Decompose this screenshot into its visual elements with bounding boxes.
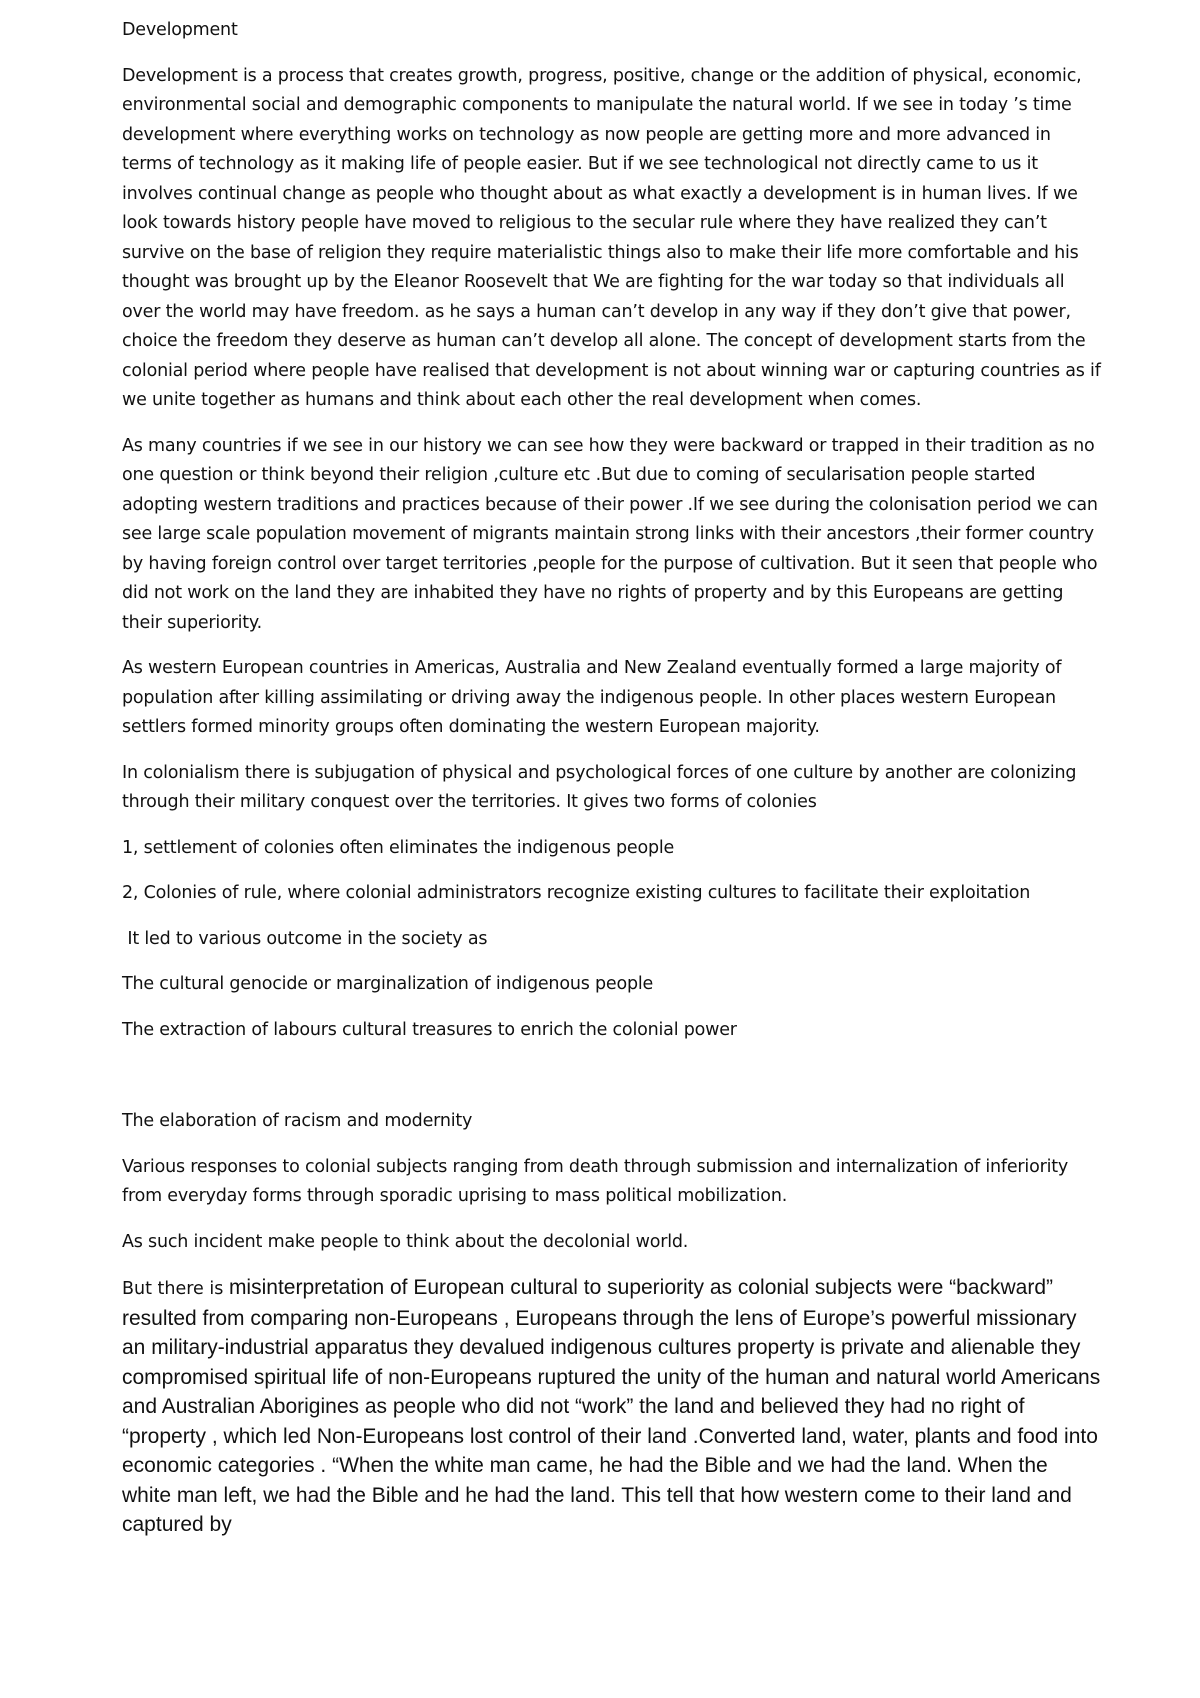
paragraph-decolonial: As such incident make people to think about the decolonial world. [122,1231,689,1252]
list-item-settlement: 1, settlement of colonies often eliminates the indigenous people [122,837,675,858]
paragraph-responses: Various responses to colonial subjects ranging from death through submission and internalization of inferiority from everyday forms through sporadic uprising to mass political mobilization. [122,1156,1069,1206]
document-title: Development [122,20,238,40]
paragraph-western-settlers: As western European countries in Americas, Australia and New Zealand eventually formed a large majority of population after killing assimilating or driving away the indigenous people. In other places western European settlers formed minority groups often dominating the western European majority. [122,658,1062,737]
paragraph-lead: But there is [122,1279,229,1299]
outcome-extraction: The extraction of labours cultural treasures to enrich the colonial power [122,1019,737,1040]
paragraph-colonialism: In colonialism there is subjugation of physical and psychological forces of one culture by another are colonizing through their military conquest over the territories. It gives two forms of colonies [122,762,1077,812]
list-item-rule: 2, Colonies of rule, where colonial administrators recognize existing cultures to facilitate their exploitation [122,883,1031,903]
spacer [122,1061,1102,1107]
paragraph-history-traditions: As many countries if we see in our history we can see how they were backward or trapped in their tradition as no one question or think beyond their religion ,culture etc .But due to coming of secularisation people started adopting western traditions and practices because of their power .If we see during the colonisation period we can see large scale population movement of migrants maintain strong links with their ancestors ,their former country by having foreign control over target territories ,people for the purpose of cultivation. But it seen that people who did not work on the land they are inhabited they have no rights of property and by this Europeans are getting their superiority. [122,435,1098,633]
paragraph-outcome: It led to various outcome in the society as [122,928,488,949]
document-body [122,16,1102,1556]
section-title-racism-modernity: The elaboration of racism and modernity [122,1111,473,1131]
paragraph-misinterpretation [122,1273,1102,1540]
outcome-genocide: The cultural genocide or marginalization of indigenous people [122,974,654,994]
paragraph-body: misinterpretation of European cultural to superiority as colonial subjects were “backward” resulted from comparing non-Europeans , Europeans through the lens of Europe’s powerful missionary an military-industrial apparatus they devalued indigenous cultures property is private and alienable they compromised spiritual life of non-Europeans ruptured the unity of the human and natural world Americans and Australian Aborigines as people who did not “work” the land and believed they had no right of “property , which led Non-Europeans lost control of their land .Converted land, water, plants and food into economic categories . “When the white man came, he had the Bible and we had the land. When the white man left, we had the Bible and he had the land. This tell that how western come to their land and captured by [122,1276,1101,1536]
paragraph-development-definition: Development is a process that creates growth, progress, positive, change or the addition of physical, economic, environmental social and demographic components to manipulate the natural world. If we see in today ’s time development where everything works on technology as now people are getting more and more advanced in terms of technology as it making life of people easier. But if we see technological not directly came to us it involves continual change as people who thought about as what exactly a development is in human lives. If we look towards history people have moved to religious to the secular rule where they have realized they can’t survive on the base of religion they require materialistic things also to make their life more comfortable and his thought was brought up by the Eleanor Roosevelt that We are fighting for the war today so that individuals all over the world may have freedom. as he says a human can’t develop in any way if they don’t give that power, choice the freedom they deserve as human can’t develop all alone. The concept of development starts from the colonial period where people have realised that development is not about winning war or capturing countries as if we unite together as humans and think about each other the real development when comes. [122,65,1101,410]
